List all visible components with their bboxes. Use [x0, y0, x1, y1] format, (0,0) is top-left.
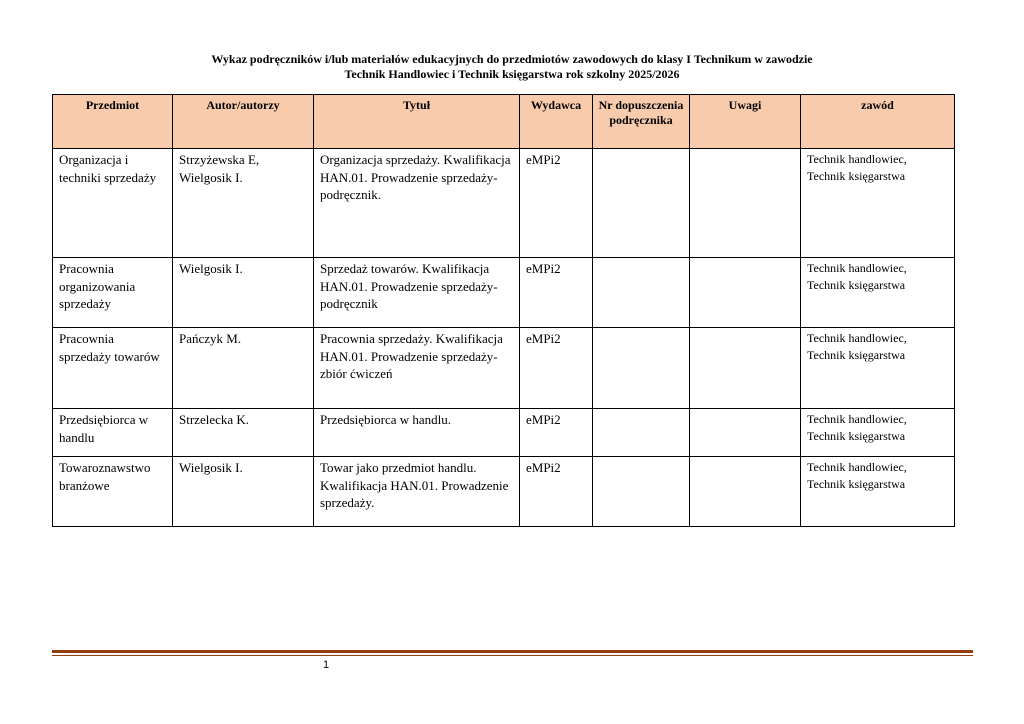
footer-rule-thick [52, 650, 973, 653]
cell-tytul: Sprzedaż towarów. Kwalifikacja HAN.01. Prowadzenie sprzedaży- podręcznik [314, 258, 520, 328]
cell-uwagi [690, 149, 801, 258]
header-row [53, 95, 955, 149]
cell-autor: Wielgosik I. [173, 457, 314, 527]
cell-tytul: Organizacja sprzedaży. Kwalifikacja HAN.01. Prowadzenie sprzedaży- podręcznik. [314, 149, 520, 258]
title-line-1: Wykaz podręczników i/lub materiałów edukacyjnych do przedmiotów zawodowych do klasy I Technikum w zawodzie [211, 52, 813, 66]
cell-przedmiot: Pracownia organizowania sprzedaży [53, 258, 173, 328]
cell-przedmiot: Przedsiębiorca w handlu [53, 409, 173, 457]
cell-nr-dopuszczenia [593, 457, 690, 527]
header-zawod: zawód [801, 95, 955, 149]
cell-zawod: Technik handlowiec, Technik księgarstwa [801, 457, 955, 527]
cell-autor: Wielgosik I. [173, 258, 314, 328]
cell-uwagi [690, 409, 801, 457]
table-row [53, 457, 955, 527]
cell-uwagi [690, 457, 801, 527]
cell-wydawca: eMPi2 [520, 457, 593, 527]
table-row [53, 258, 955, 328]
cell-wydawca: eMPi2 [520, 328, 593, 409]
cell-autor: Strzelecka K. [173, 409, 314, 457]
cell-nr-dopuszczenia [593, 149, 690, 258]
header-uwagi: Uwagi [690, 95, 801, 149]
page-number: 1 [323, 659, 330, 671]
cell-zawod: Technik handlowiec, Technik księgarstwa [801, 258, 955, 328]
cell-wydawca: eMPi2 [520, 258, 593, 328]
header-tytul: Tytuł [314, 95, 520, 149]
textbook-table [52, 94, 955, 527]
cell-nr-dopuszczenia [593, 258, 690, 328]
cell-zawod: Technik handlowiec, Technik księgarstwa [801, 409, 955, 457]
cell-nr-dopuszczenia [593, 409, 690, 457]
cell-autor: Pańczyk M. [173, 328, 314, 409]
footer-rule-thin [52, 655, 973, 656]
cell-nr-dopuszczenia [593, 328, 690, 409]
cell-przedmiot: Towaroznawstwo branżowe [53, 457, 173, 527]
cell-tytul: Pracownia sprzedaży. Kwalifikacja HAN.01. Prowadzenie sprzedaży- zbiór ćwiczeń [314, 328, 520, 409]
cell-przedmiot: Organizacja i techniki sprzedaży [53, 149, 173, 258]
cell-tytul: Przedsiębiorca w handlu. [314, 409, 520, 457]
header-wydawca: Wydawca [520, 95, 593, 149]
cell-zawod: Technik handlowiec, Technik księgarstwa [801, 149, 955, 258]
cell-uwagi [690, 258, 801, 328]
cell-przedmiot: Pracownia sprzedaży towarów [53, 328, 173, 409]
table-row [53, 328, 955, 409]
title-line-2: Technik Handlowiec i Technik księgarstwa rok szkolny 2025/2026 [344, 67, 680, 81]
cell-tytul: Towar jako przedmiot handlu. Kwalifikacja HAN.01. Prowadzenie sprzedaży. [314, 457, 520, 527]
header-autor: Autor/autorzy [173, 95, 314, 149]
cell-wydawca: eMPi2 [520, 149, 593, 258]
document-title [0, 52, 1024, 82]
cell-zawod: Technik handlowiec, Technik księgarstwa [801, 328, 955, 409]
header-nr-dopuszczenia: Nr dopuszczenia podręcznika [593, 95, 690, 149]
header-przedmiot: Przedmiot [53, 95, 173, 149]
cell-autor: Strzyżewska E, Wielgosik I. [173, 149, 314, 258]
cell-uwagi [690, 328, 801, 409]
table-row [53, 149, 955, 258]
cell-wydawca: eMPi2 [520, 409, 593, 457]
table-row [53, 409, 955, 457]
